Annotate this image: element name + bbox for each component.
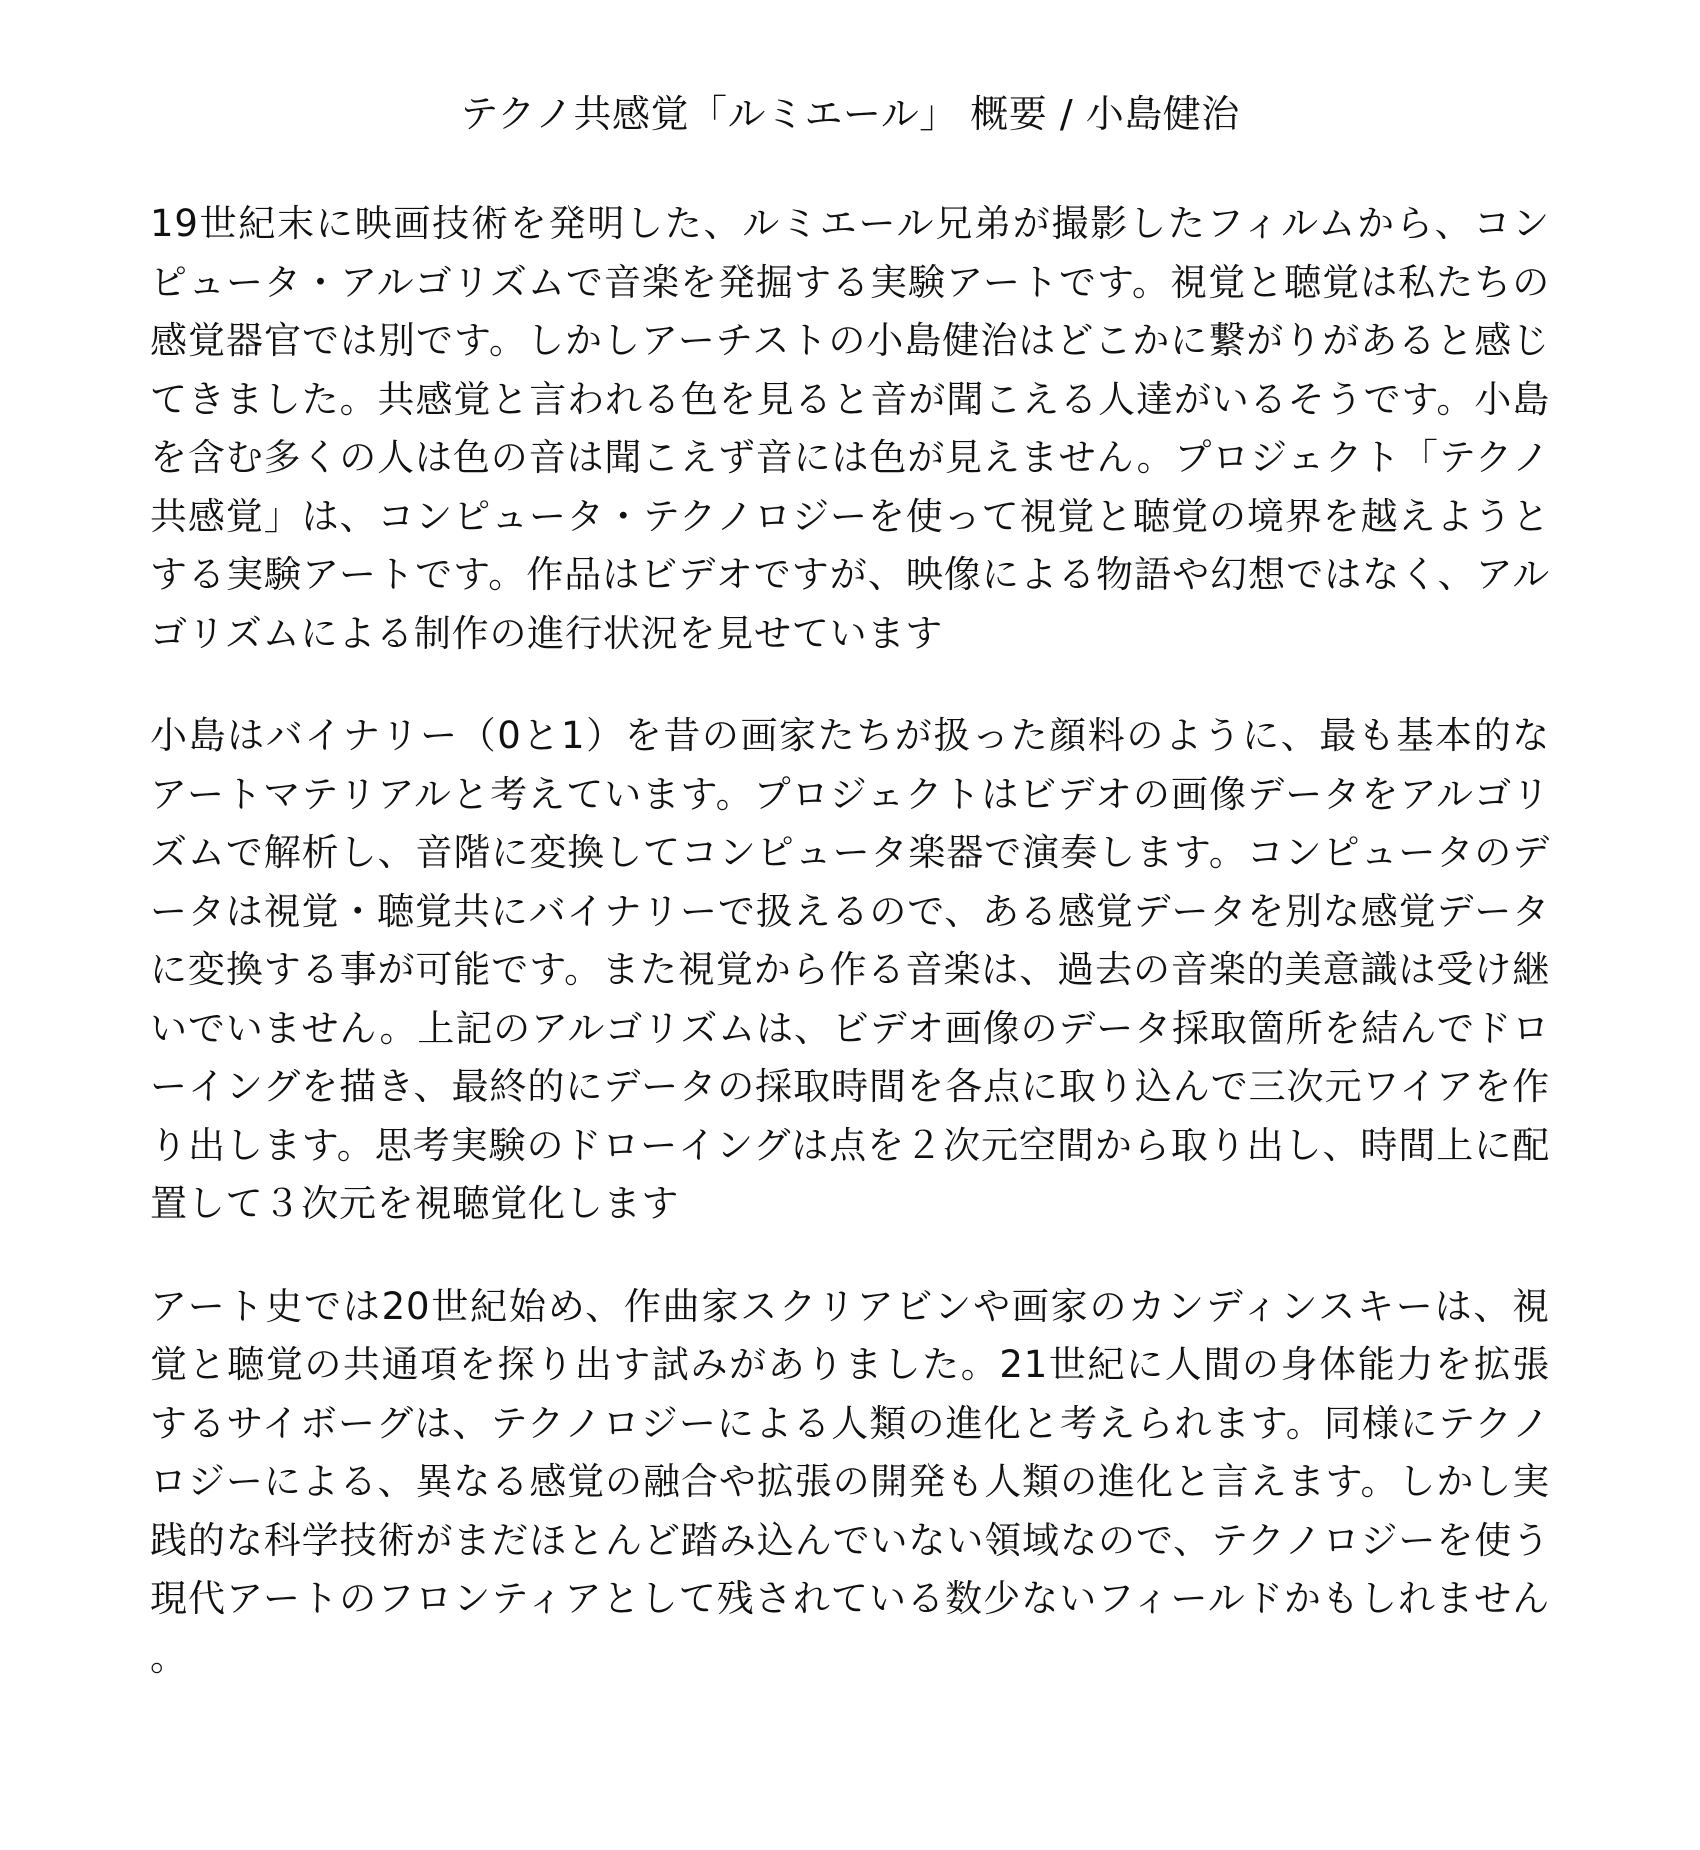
paragraph-1: 19世紀末に映画技術を発明した、ルミエール兄弟が撮影したフィルムから、コンピュータ・アルゴリズムで音楽を発掘する実験アートです。視覚と聴覚は私たちの感覚器官では別です。しかしアーチストの小島健治はどこかに繋がりがあると感じてきました。共感覚と言われる色を見ると音が聞こえる人達がいるそうです。小島を含む多くの人は色の音は聞こえず音には色が見えません。プロジェクト「テクノ共感覚」は、コンピュータ・テクノロジーを使って視覚と聴覚の境界を越えようとする実験アートです。作品はビデオですが、映像による物語や幻想ではなく、アルゴリズムによる制作の進行状況を見せています [150, 202, 1550, 655]
paragraph-2: 小島はバイナリー（0と1）を昔の画家たちが扱った顔料のように、最も基本的なアートマテリアルと考えています。プロジェクトはビデオの画像データをアルゴリズムで解析し、音階に変換してコンピュータ楽器で演奏します。コンピュータのデータは視覚・聴覚共にバイナリーで扱えるので、ある感覚データを別な感覚データに変換する事が可能です。また視覚から作る音楽は、過去の音楽的美意識は受け継いでいません。上記のアルゴリズムは、ビデオ画像のデータ採取箇所を結んでドローイングを描き、最終的にデータの採取時間を各点に取り込んで三次元ワイアを作り出します。思考実験のドローイングは点を２次元空間から取り出し、時間上に配置して３次元を視聴覚化します [150, 714, 1550, 1226]
document-title: テクノ共感覚「ルミエール」 概要 / 小島健治 [460, 92, 1240, 136]
paragraph-3: アート史では20世紀始め、作曲家スクリアビンや画家のカンディンスキーは、視覚と聴覚の共通項を探り出す試みがありました。21世紀に人間の身体能力を拡張するサイボーグは、テクノロジーによる人類の進化と考えられます。同様にテクノロジーによる、異なる感覚の融合や拡張の開発も人類の進化と言えます。しかし実践的な科学技術がまだほとんど踏み込んでいない領域なので、テクノロジーを使う現代アートのフロンティアとして残されている数少ないフィールドかもしれません。 [150, 1284, 1550, 1679]
